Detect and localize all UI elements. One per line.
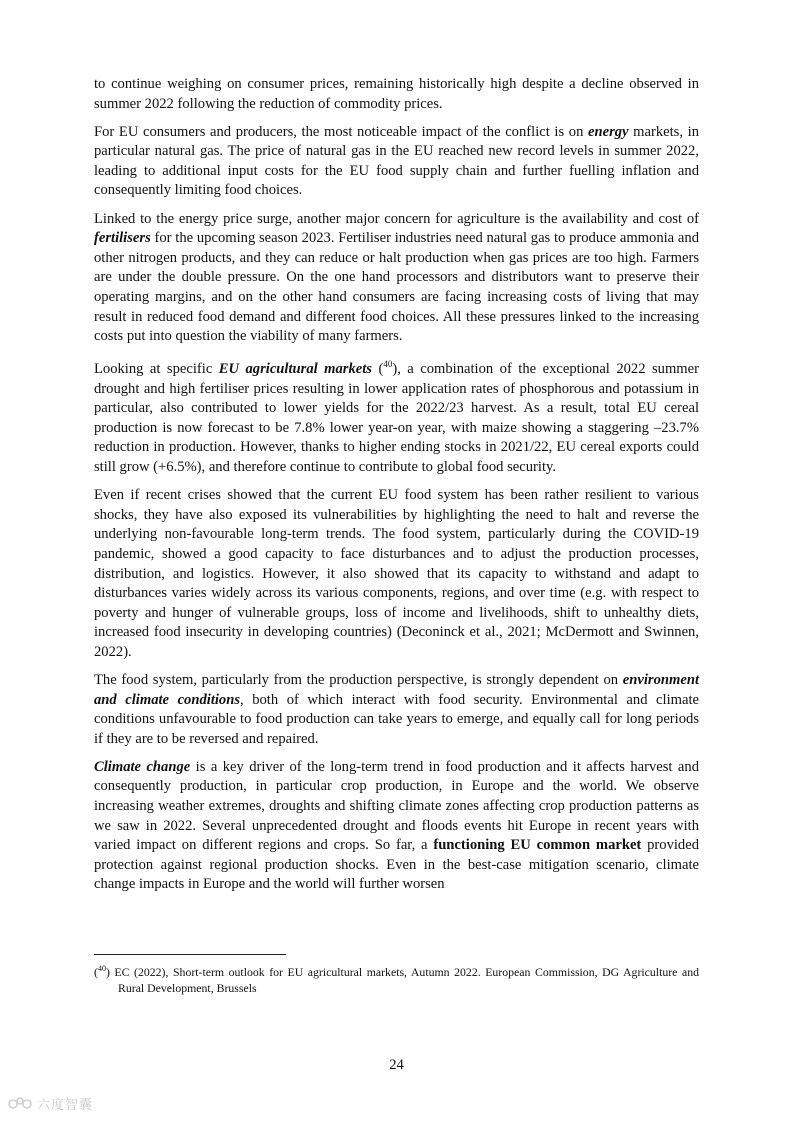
emphasis-environment-climate: environment and climate conditions	[94, 671, 699, 708]
watermark-text: 六度智囊	[37, 1098, 94, 1113]
footnote: ($^{40}$) EC (2022), Short-term outlook for EU agricultural markets, Autumn 2022. European Commission, DG Agriculture and Rural Development, Brussels	[94, 964, 699, 995]
paragraph: to continue weighing on consumer prices, remaining historically high despite a decline observed in summer 2022 following the reduction of commodity prices.	[94, 76, 699, 112]
emphasis-climate-change: Climate change	[94, 758, 191, 775]
paragraph: Even if recent crises showed that the current EU food system has been rather resilient to various shocks, they have also exposed its vulnerabilities by highlighting the need to halt and reverse the underlying non-favourable long-term trends. The food system, particularly during the COVID-19 pandemic, showed a good capacity to face disturbances and to adjust the production processes, distribution, and logistics. However, it also showed that its capacity to withstand and adapt to disturbances varies widely across its various components, regions, and over time (e.g. with respect to poverty and hunger of vulnerable groups, loss of income and livelihoods, shift to unhealthy diets, increased food insecurity in developing countries) (Deconinck et al., 2021; McDermott and Swinnen, 2022).	[94, 487, 699, 660]
paragraph: For EU consumers and producers, the most noticeable impact of the conflict is on energy markets, in particular natural gas. The price of natural gas in the EU reached new record levels in summer 2022, leading to additional input costs for the EU food supply chain and further fuelling inflation and consequently limiting food choices.	[94, 123, 699, 199]
paragraph: Looking at specific EU agricultural markets ($^{40}$), a combination of the exceptional 2022 summer drought and high fertiliser prices resulting in lower application rates of phosphorous and potassium in particular, also contributed to lower yields for the 2022/23 harvest. As a result, total EU cereal production is now forecast to be 7.8% lower year-on year, with maize showing a staggering –23.7% reduction in production. However, thanks to higher ending stocks in 2021/22, EU cereal exports could still grow (+6.5%), and therefore continue to contribute to global food security.	[94, 359, 699, 476]
footnote-number: 40	[97, 964, 106, 973]
footnote-divider	[94, 954, 286, 955]
paragraph: Linked to the energy price surge, another major concern for agriculture is the availability and cost of fertilisers for the upcoming season 2023. Fertiliser industries need natural gas to produce ammonia and other nitrogen products, and they can reduce or halt production when gas prices are too high. Farmers are under the double pressure. On the one hand processors and distributors want to preserve their operating margins, and on the other hand consumers are facing increasing costs of living that may result in reduced food demand and different food choices. All these pressures linked to the increasing costs put into question the viability of many farmers.	[94, 210, 699, 345]
page-number: 24	[389, 1057, 404, 1073]
watermark	[8, 1094, 93, 1113]
emphasis-eu-common-market: functioning EU common market	[433, 837, 642, 854]
main-text	[94, 75, 699, 904]
emphasis-energy: energy	[588, 123, 629, 140]
watermark-logo-icon	[8, 1095, 32, 1113]
emphasis-fertilisers: fertilisers	[94, 230, 151, 247]
footnote-reference[interactable]: 40	[383, 359, 393, 370]
paragraph: The food system, particularly from the production perspective, is strongly dependent on environment and climate conditions, both of which interact with food security. Environmental and climate conditions unfavourable to food production can take years to emerge, and equally call for long periods if they are to be reversed and repaired.	[94, 671, 699, 747]
paragraph: Climate change is a key driver of the long-term trend in food production and it affects harvest and consequently production, in particular crop production, in Europe and the world. We observe increasing weather extremes, droughts and shifting climate zones affecting crop production patterns as we saw in 2022. Several unprecedented drought and floods events hit Europe in recent years with varied impact on different regions and crops. So far, a functioning EU common market provided protection against regional production shocks. Even in the best-case mitigation scenario, climate change impacts in Europe and the world will further worsen	[94, 758, 699, 893]
emphasis-eu-agricultural-markets: EU agricultural markets	[218, 361, 372, 378]
